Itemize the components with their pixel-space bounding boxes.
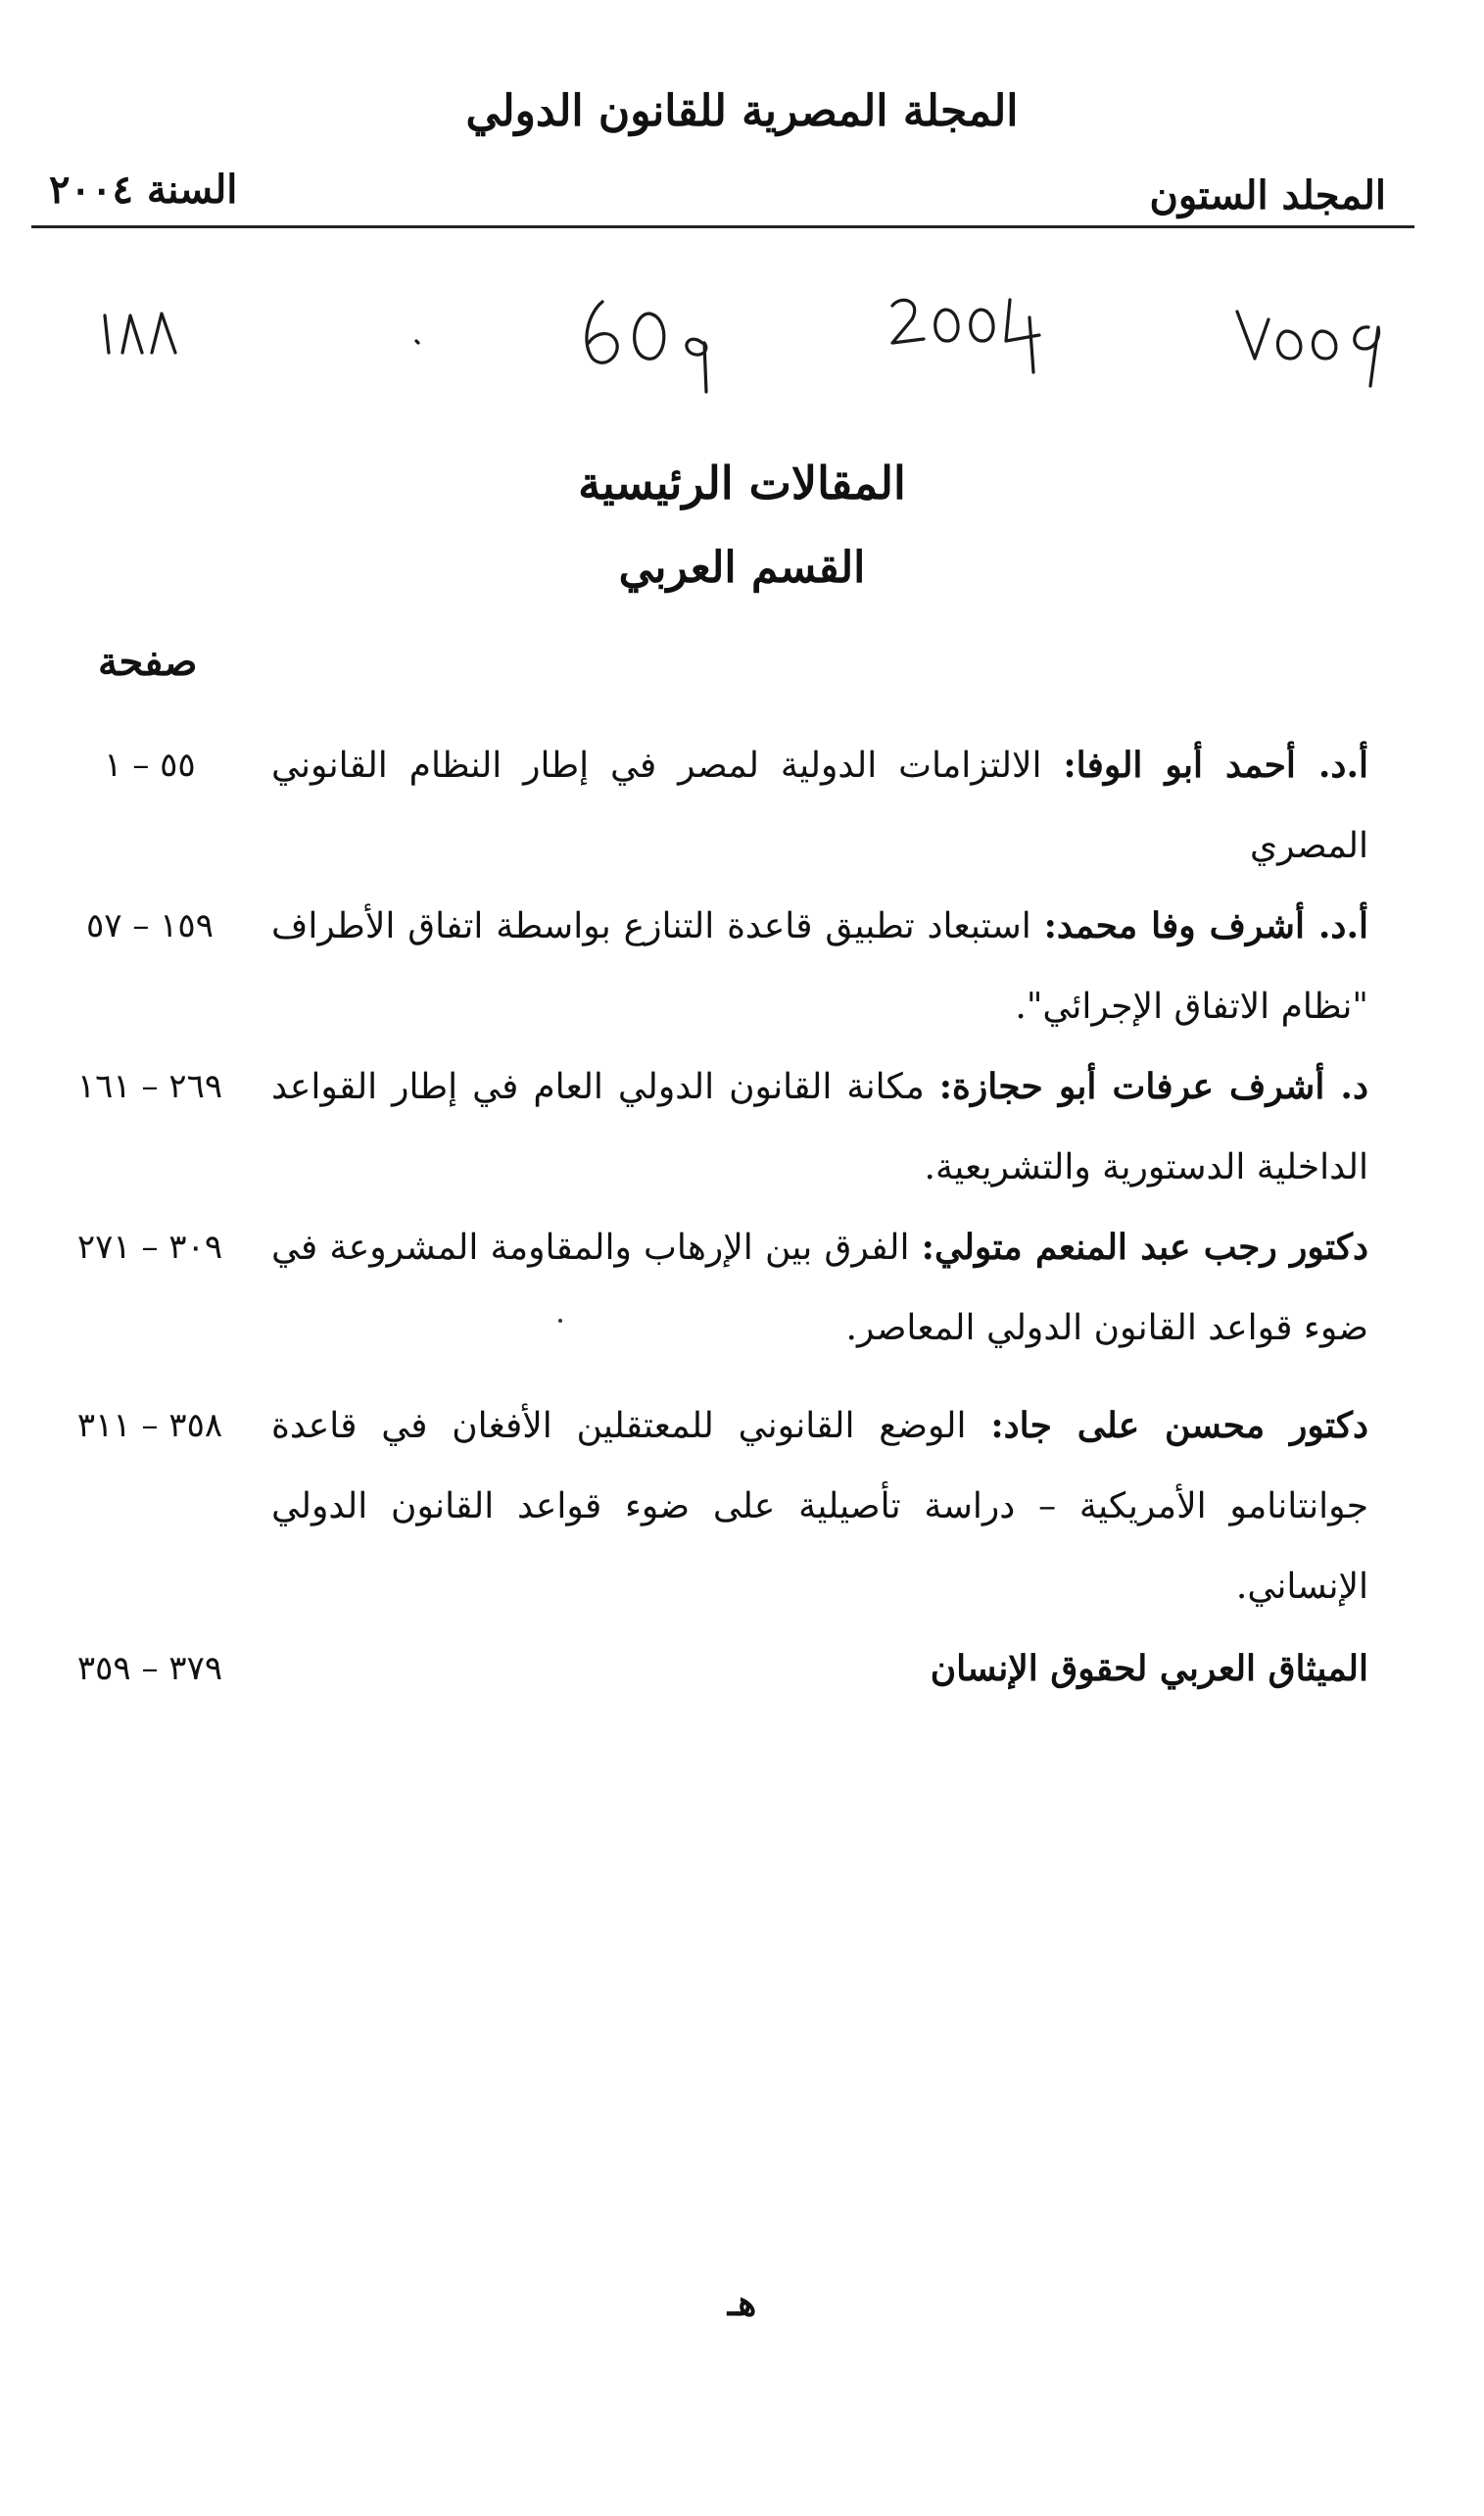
hw-glyph xyxy=(935,310,958,341)
entry-page-range: ٣٥٩ – ٣٧٩ xyxy=(76,1649,223,1688)
hw-glyph xyxy=(152,314,175,353)
hw-glyph xyxy=(1006,300,1039,372)
toc-entry xyxy=(271,725,1368,887)
entry-title: مكانة القانون الدولي العام في إطار القواعد الداخلية الدستورية والتشريعية. xyxy=(271,1067,1368,1187)
section-title: المقالات الرئيسية xyxy=(578,457,906,509)
year-label: السنة ٢٠٠٤ xyxy=(49,167,238,213)
hw-glyph xyxy=(635,314,664,359)
hw-glyph xyxy=(122,315,142,353)
entry-page-range: ٥٧ – ١٥٩ xyxy=(86,906,214,945)
journal-title: المجلة المصرية للقانون الدولي xyxy=(465,86,1019,136)
toc-entry xyxy=(271,1385,1368,1627)
entry-pages xyxy=(47,1207,253,1287)
entry-pages xyxy=(47,725,253,805)
entry-title: الالتزامات الدولية لمصر في إطار النظام القانوني المصري xyxy=(271,746,1368,866)
hw-glyph xyxy=(1277,331,1300,359)
entry-author: الميثاق العربي لحقوق الإنسان xyxy=(930,1648,1368,1689)
hw-glyph xyxy=(105,315,109,353)
entry-author: أ.د. أحمد أبو الوفا: xyxy=(1063,745,1368,786)
entry-author: دكتور محسن على جاد: xyxy=(990,1405,1368,1446)
hw-glyph xyxy=(1355,327,1379,386)
entry-title: الفرق بين الإرهاب والمقاومة المشروعة في ضوء قواعد القانون الدولي المعاصر. xyxy=(271,1228,1368,1348)
entry-pages xyxy=(47,1628,253,1709)
entry-page-range: ٣١١ – ٣٥٨ xyxy=(76,1406,223,1445)
volume-label: المجلد الستون xyxy=(1149,172,1386,218)
hw-glyph xyxy=(971,310,993,341)
entry-pages xyxy=(47,886,253,966)
entry-pages xyxy=(47,1046,253,1127)
hw-glyph xyxy=(892,300,924,343)
scan-speck xyxy=(558,1319,562,1323)
hw-glyph xyxy=(587,302,617,363)
entry-title: الوضع القانوني للمعتقلين الأفغان في قاعدة جوانتانامو الأمريكية – دراسة تأصيلية على ضوء قواعد القانون الدولي الإنساني. xyxy=(271,1406,1368,1607)
entry-author: أ.د. أشرف وفا محمد: xyxy=(1043,905,1368,946)
handwritten-note-strokes xyxy=(93,284,1396,411)
section-subtitle: القسم العربي xyxy=(618,543,866,593)
page-column-label: صفحة xyxy=(98,639,198,685)
page-marker: هـ xyxy=(727,2283,757,2324)
entry-author: د. أشرف عرفات أبو حجازة: xyxy=(938,1066,1368,1107)
toc-entry xyxy=(271,1046,1368,1208)
toc-entry xyxy=(271,886,1368,1047)
entry-pages xyxy=(47,1385,253,1466)
entry-page-range: ٢٧١ – ٣٠٩ xyxy=(76,1228,223,1267)
hw-glyph xyxy=(1313,331,1335,359)
header-divider xyxy=(31,225,1414,228)
toc-entry xyxy=(271,1207,1368,1369)
toc-entry xyxy=(271,1628,1368,1710)
entry-title: استبعاد تطبيق قاعدة التنازع بواسطة اتفاق الأطراف "نظام الاتفاق الإجرائي". xyxy=(271,906,1368,1027)
hw-glyph xyxy=(687,339,706,392)
hw-glyph xyxy=(1237,312,1269,359)
handwritten-note xyxy=(93,284,1396,411)
entry-author: دكتور رجب عبد المنعم متولي: xyxy=(921,1227,1369,1268)
entry-page-range: ١٦١ – ٢٦٩ xyxy=(76,1067,223,1106)
entry-page-range: ١ – ٥٥ xyxy=(104,746,196,785)
